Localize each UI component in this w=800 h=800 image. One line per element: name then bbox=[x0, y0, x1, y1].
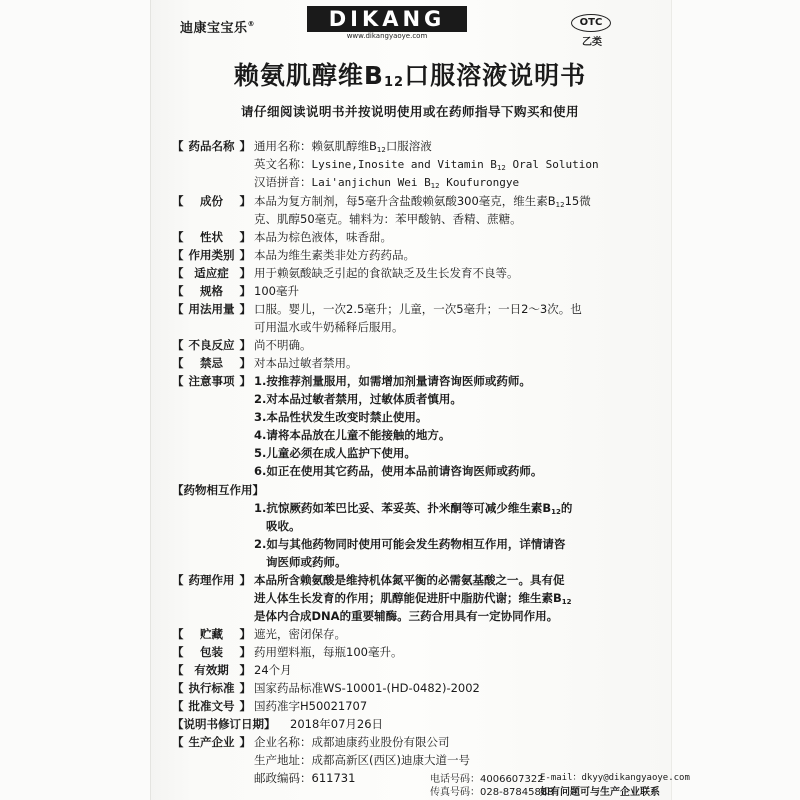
manufacturer-address: 生产地址：成都高新区(西区)迪康大道一号 bbox=[254, 753, 470, 767]
manufacturer-email: E-mail：dkyy@dikangyaoye.com bbox=[540, 773, 690, 783]
precaution-item: 4.请将本品放在儿童不能接触的地方。 bbox=[254, 428, 451, 442]
section-label-adverse: 【 不良反应 】 bbox=[172, 338, 251, 352]
contraindication-text: 对本品过敏者禁用。 bbox=[254, 356, 358, 370]
manufacturer-fax: 传真号码：028-87845888 bbox=[430, 787, 554, 798]
validity-text: 24个月 bbox=[254, 663, 292, 677]
section-label-revision: 【 说明书修订日期 】 bbox=[172, 717, 276, 731]
adverse-text: 尚不明确。 bbox=[254, 338, 312, 352]
document-subtitle: 请仔细阅读说明书并按说明使用或在药师指导下购买和使用 bbox=[240, 104, 579, 119]
section-label-contraindication: 【 禁忌 】 bbox=[172, 356, 251, 370]
section-label-indication: 【 适应症 】 bbox=[172, 266, 251, 280]
interaction-item-1-cont: 吸收。 bbox=[266, 519, 301, 533]
standard-text: 国家药品标准WS-10001-(HD-0482)-2002 bbox=[254, 681, 480, 695]
revision-text: 2018年07月26日 bbox=[290, 717, 384, 731]
otc-badge: OTC bbox=[571, 14, 611, 32]
precaution-item: 1.按推荐剂量服用，如需增加剂量请咨询医师或药师。 bbox=[254, 374, 531, 388]
registered-mark: ® bbox=[247, 20, 256, 28]
english-name: 英文名称：Lysine,Inosite and Vitamin B12 Oral Solution bbox=[254, 157, 599, 172]
manufacturer-phone: 电话号码：4006607322 bbox=[430, 774, 544, 785]
section-label-composition: 【 成份 】 bbox=[172, 194, 251, 208]
section-label-validity: 【 有效期 】 bbox=[172, 663, 251, 677]
precaution-item: 2.对本品过敏者禁用，过敏体质者慎用。 bbox=[254, 392, 462, 406]
manufacturer-postcode: 邮政编码：611731 bbox=[254, 771, 356, 785]
interaction-item-2: 2.如与其他药物同时使用可能会发生药物相互作用，详情请咨 bbox=[254, 537, 566, 551]
pharmacology-line-2: 进人体生长发育的作用；肌醇能促进肝中脂肪代谢；维生素B12 bbox=[254, 591, 572, 606]
section-label-approval: 【 批准文号 】 bbox=[172, 699, 251, 713]
otc-class: 乙类 bbox=[582, 37, 602, 48]
section-label-usage: 【 用法用量 】 bbox=[172, 302, 251, 316]
interaction-item-2-cont: 询医师或药师。 bbox=[266, 555, 347, 569]
generic-name: 通用名称：赖氨肌醇维B12口服溶液 bbox=[254, 139, 432, 154]
spec-text: 100毫升 bbox=[254, 284, 299, 298]
section-label-pharmacology: 【 药理作用 】 bbox=[172, 573, 251, 587]
footer-contact-note: 如有问题可与生产企业联系 bbox=[540, 787, 660, 798]
logo-url: www.dikangyaoye.com bbox=[346, 32, 428, 40]
document-title: 赖氨肌醇维B12口服溶液说明书 bbox=[233, 61, 587, 90]
character-text: 本品为棕色液体，味香甜。 bbox=[254, 230, 392, 244]
pinyin-name: 汉语拼音：Lai'anjichun Wei B12 Koufurongye bbox=[254, 175, 520, 190]
composition-line-1: 本品为复方制剂，每5毫升含盐酸赖氨酸300毫克，维生素B1215微 bbox=[254, 194, 591, 209]
usage-line-2: 可用温水或牛奶稀释后服用。 bbox=[254, 320, 404, 334]
dikang-logo: DIKANG bbox=[307, 6, 467, 32]
section-label-category: 【 作用类别 】 bbox=[172, 248, 251, 262]
composition-line-2: 克、肌醇50毫克。辅料为：苯甲酸钠、香精、蔗糖。 bbox=[254, 212, 522, 226]
manufacturer-name: 企业名称：成都迪康药业股份有限公司 bbox=[254, 735, 450, 749]
indication-text: 用于赖氨酸缺乏引起的食欲缺乏及生长发育不良等。 bbox=[254, 266, 519, 280]
section-label-interactions: 【 药物相互作用 】 bbox=[172, 483, 264, 497]
section-label-precautions: 【 注意事项 】 bbox=[172, 374, 251, 388]
package-text: 药用塑料瓶，每瓶100毫升。 bbox=[254, 645, 403, 659]
section-label-storage: 【 贮藏 】 bbox=[172, 627, 251, 641]
section-label-package: 【 包装 】 bbox=[172, 645, 251, 659]
precaution-item: 5.儿童必须在成人监护下使用。 bbox=[254, 446, 416, 460]
section-label-spec: 【 规格 】 bbox=[172, 284, 251, 298]
interaction-item-1: 1.抗惊厥药如苯巴比妥、苯妥英、扑米酮等可减少维生素B12的 bbox=[254, 501, 573, 516]
pharmacology-line-3: 是体内合成DNA的重要辅酶。三药合用具有一定协同作用。 bbox=[254, 609, 559, 623]
category-text: 本品为维生素类非处方药药品。 bbox=[254, 248, 415, 262]
section-label-manufacturer: 【 生产企业 】 bbox=[172, 735, 251, 749]
section-label-drug-name: 【 药品名称 】 bbox=[172, 139, 251, 153]
precaution-item: 6.如正在使用其它药品，使用本品前请咨询医师或药师。 bbox=[254, 464, 543, 478]
section-label-character: 【 性状 】 bbox=[172, 230, 251, 244]
section-label-standard: 【 执行标准 】 bbox=[172, 681, 251, 695]
usage-line-1: 口服。婴儿，一次2.5毫升；儿童，一次5毫升；一日2～3次。也 bbox=[254, 302, 582, 316]
storage-text: 遮光，密闭保存。 bbox=[254, 627, 346, 641]
pharmacology-line-1: 本品所含赖氨酸是维持机体氮平衡的必需氨基酸之一。具有促 bbox=[254, 573, 565, 587]
approval-text: 国药准字H50021707 bbox=[254, 699, 368, 713]
brand-name: 迪康宝宝乐® bbox=[180, 20, 256, 36]
precaution-item: 3.本品性状发生改变时禁止使用。 bbox=[254, 410, 428, 424]
